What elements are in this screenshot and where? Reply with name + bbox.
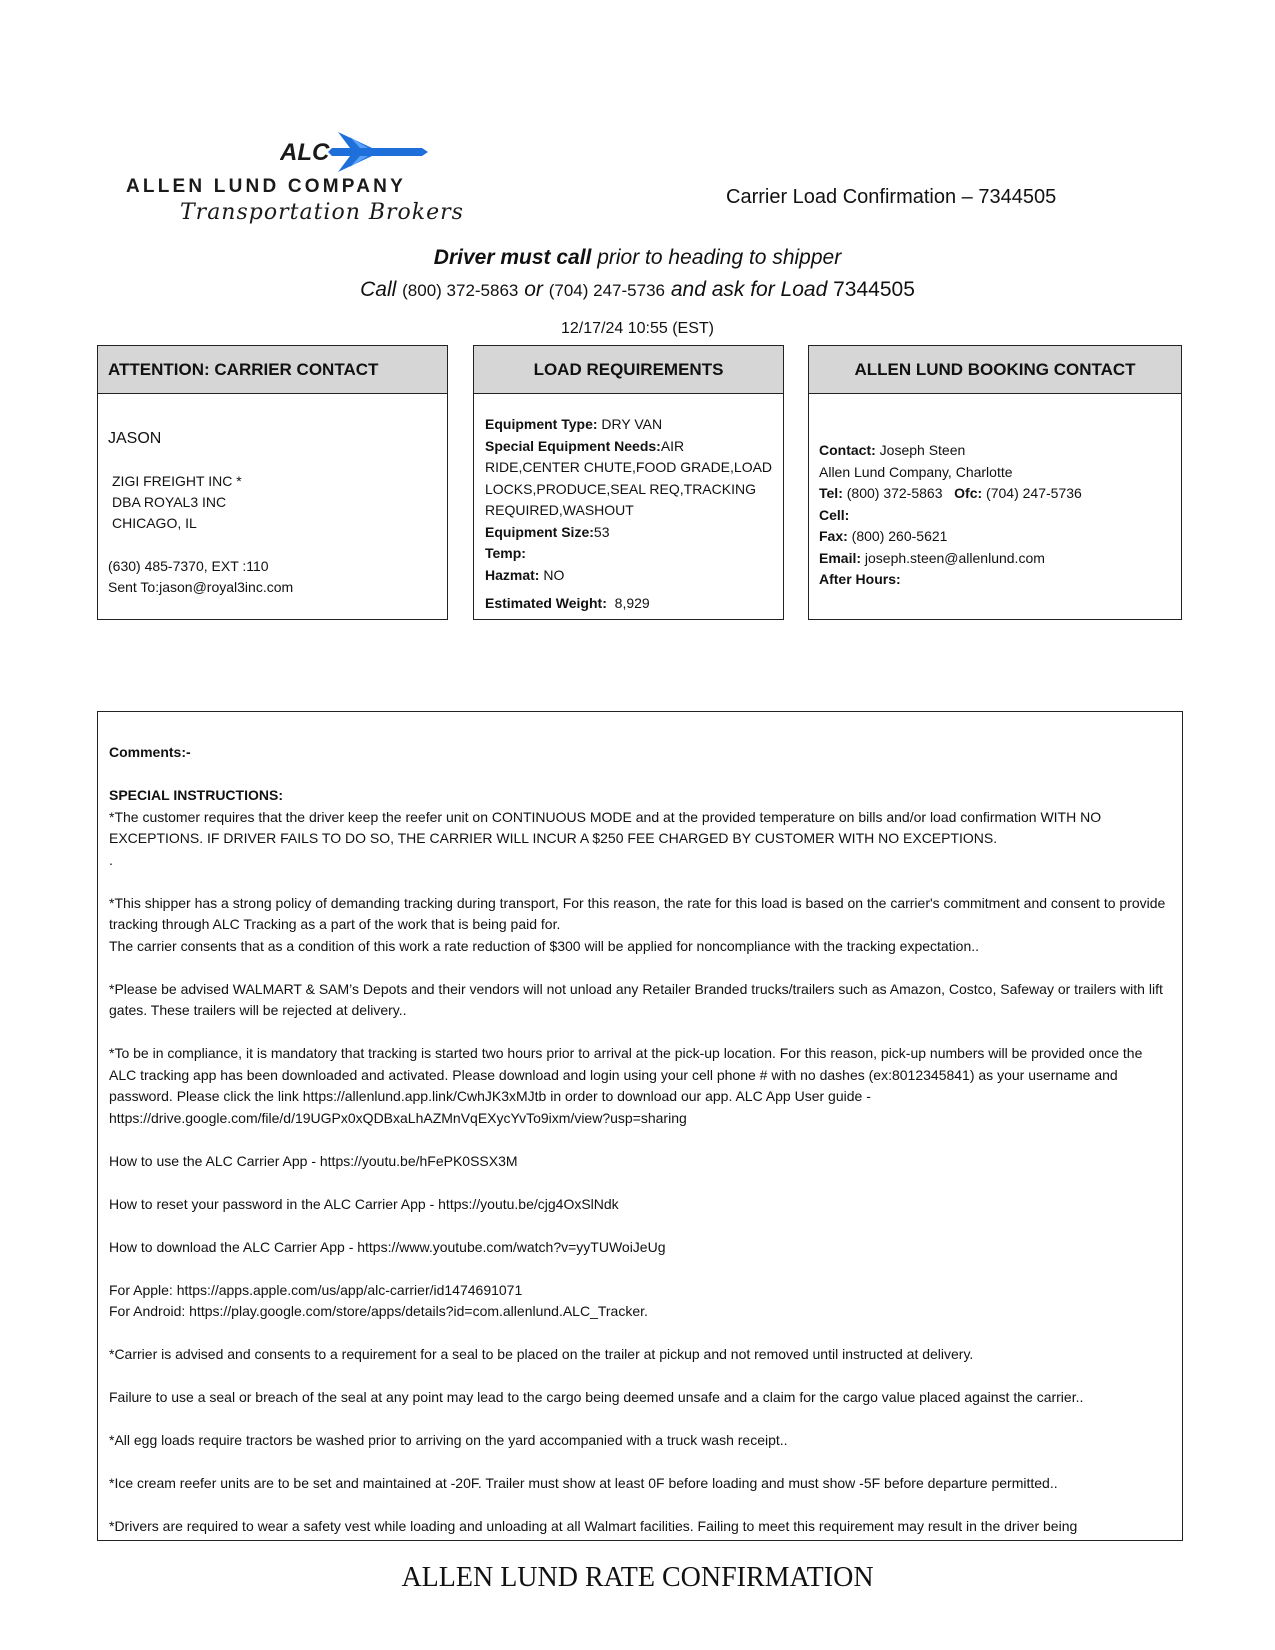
carrier-phone: (630) 485-7370, EXT :110 [108,558,269,574]
instruction-seal-breach: Failure to use a seal or breach of the seal at any point may lead to the cargo being deemed unsafe and a claim for the cargo value placed against the carrier.. [109,1389,1084,1405]
booking-cell-label: Cell: [819,506,850,523]
special-equipment-line-4: REQUIRED,WASHOUT [485,502,634,518]
booking-email-label: Email: [819,549,862,566]
confirmation-timestamp: 12/17/24 10:55 (EST) [561,320,714,337]
special-instructions-heading: SPECIAL INSTRUCTIONS: [109,787,283,803]
instruction-safety-vest: *Drivers are required to wear a safety vest while loading and unloading at all Walmart facilities. Failing to meet this requirement may result in the driver being [109,1518,1078,1534]
heading-to-shipper-text: prior to heading to shipper [591,246,842,269]
driver-must-call-text: Driver must call [433,246,592,269]
call-ask-text: and ask for Load [665,278,834,301]
document-title: Carrier Load Confirmation – 7344505 [726,186,1057,208]
instruction-tracking-reduction: The carrier consents that as a condition of this work a rate reduction of $300 will be applied for noncompliance with the tracking expectation.. [109,937,980,954]
booking-contact-label: Contact: [819,442,876,458]
logo-brand-name: ALLEN LUND COMPANY [126,176,406,197]
temp-row [485,543,773,565]
booking-company: Allen Lund Company, Charlotte [819,463,1013,480]
call-phone-1: (800) 372-5863 [402,281,519,300]
carrier-sent-to: Sent To:jason@royal3inc.com [108,579,294,595]
call-prefix: Call [360,278,403,301]
special-equipment-line-1: AIR [660,437,685,454]
booking-contact-heading: ALLEN LUND BOOKING CONTACT [809,346,1181,394]
temp-label: Temp: [485,545,526,561]
instruction-ice-cream: *Ice cream reefer units are to be set and maintained at -20F. Trailer must show at least 0F before loading and must show -5F before departure permitted.. [109,1475,1058,1491]
logo-tagline: Transportation Brokers [180,200,464,225]
booking-phone-row [819,483,1171,505]
booking-email-row [819,548,1171,570]
carrier-contact-box [97,345,448,620]
call-or: or [518,278,549,301]
equipment-type-row [485,414,773,436]
estimated-weight-row [485,593,773,615]
company-logo [280,128,430,174]
instruction-walmart-depots: *Please be advised WALMART & SAM’s Depots and their vendors will not unload any Retailer Branded trucks/trailers such as Amazon, Costco, Safeway or trailers with lift gates. These trailers will be rejected at delivery.. [109,980,1163,1018]
booking-email-value: joseph.steen@allenlund.com [861,549,1045,566]
booking-contact-box [808,345,1182,620]
special-equipment-line-2: RIDE,CENTER CHUTE,FOOD GRADE,LOAD [485,459,773,475]
estimated-weight-label: Estimated Weight: [485,595,607,611]
carrier-city: CHICAGO, IL [112,515,197,531]
carrier-dba: DBA ROYAL3 INC [112,494,227,510]
booking-contact-name: Joseph Steen [875,442,966,458]
carrier-contact-heading: ATTENTION: CARRIER CONTACT [98,346,447,394]
instruction-reset-password-link: How to reset your password in the ALC Carrier App - https://youtu.be/cjg4OxSlNdk [109,1195,619,1212]
booking-contact-row [819,440,1171,462]
special-equipment-line-3: LOCKS,PRODUCE,SEAL REQ,TRACKING [485,480,756,497]
instruction-download-app-link: How to download the ALC Carrier App - https://www.youtube.com/watch?v=yyTUWoiJeUg [109,1238,666,1255]
equipment-size-label: Equipment Size: [485,523,594,540]
instruction-tracking-policy: *This shipper has a strong policy of demanding tracking during transport, For this reason, the rate for this load is based on the carrier's commitment and consent to provide tracking through ALC Tracking as a part of the work that is being paid for. [109,894,1166,932]
comments-heading: Comments:- [109,744,191,760]
instruction-reefer-continuous: *The customer requires that the driver keep the reefer unit on CONTINUOUS MODE and at the provided temperature on bills and/or load confirmation WITH NO EXCEPTIONS. IF DRIVER FAILS TO DO SO, THE CARRIER WILL INCUR A $250 FEE CHARGED BY CUSTOMER WITH NO EXCEPTIONS. [109,808,1102,846]
booking-fax-label: Fax: [819,528,848,544]
hazmat-row [485,565,773,587]
instruction-seal-requirement: *Carrier is advised and consents to a requirement for a seal to be placed on the trailer at pickup and not removed until instructed at delivery. [109,1346,974,1362]
carrier-contact-name: JASON [108,430,162,447]
instruction-apple-link: For Apple: https://apps.apple.com/us/app/alc-carrier/id1474691071 [109,1281,523,1298]
equipment-type-value: DRY VAN [597,416,663,432]
alc-plane-icon [280,128,430,174]
booking-after-hours-label: After Hours: [819,571,901,587]
call-load-number: 7344505 [833,278,915,301]
comments-box [97,711,1183,1541]
call-numbers-line [0,278,1275,302]
booking-ofc-value: (704) 247-5736 [982,485,1082,501]
driver-call-notice [0,246,1275,270]
booking-tel-value: (800) 372-5863 [842,485,943,501]
carrier-company: ZIGI FREIGHT INC * [112,473,242,489]
booking-ofc-label: Ofc: [954,485,983,501]
instruction-egg-loads: *All egg loads require tractors be washed prior to arriving on the yard accompanied with a truck wash receipt.. [109,1432,788,1448]
booking-fax-row [819,526,1171,548]
instruction-app-usage-link: How to use the ALC Carrier App - https://youtu.be/hFePK0SSX3M [109,1152,518,1169]
instruction-android-link: For Android: https://play.google.com/store/apps/details?id=com.allenlund.ALC_Tracker. [109,1303,648,1319]
special-equipment-label: Special Equipment Needs: [485,437,661,454]
instruction-dot: . [109,851,113,868]
hazmat-value: NO [539,566,565,583]
booking-fax-value: (800) 260-5621 [847,528,948,544]
special-equipment-row [485,436,773,458]
load-requirements-box [473,345,784,620]
instruction-tracking-app: *To be in compliance, it is mandatory that tracking is started two hours prior to arrival at the pick-up location. For this reason, pick-up numbers will be provided once the ALC tracking app has been downloaded and activated. Please download and login using your cell phone # with no dashes (ex:8012345841) as your username and password. Please click the link https://allenlund.app.link/CwhJK3xMJtb in order to download our app. ALC App User guide - https://drive.google.com/file/d/19UGPx0xQDBxaLhAZMnVqEXycYvTo9ixm/view?usp=sharing [109,1045,1143,1126]
hazmat-label: Hazmat: [485,566,540,583]
equipment-size-row [485,522,773,544]
equipment-size-value: 53 [593,523,610,540]
page-footer: ALLEN LUND RATE CONFIRMATION [401,1562,874,1593]
estimated-weight-value: 8,929 [606,595,650,611]
equipment-type-label: Equipment Type: [485,416,598,432]
logo-mark-text: ALC [280,139,330,166]
booking-tel-label: Tel: [819,485,843,501]
load-requirements-heading: LOAD REQUIREMENTS [474,346,783,394]
call-phone-2: (704) 247-5736 [548,281,665,300]
